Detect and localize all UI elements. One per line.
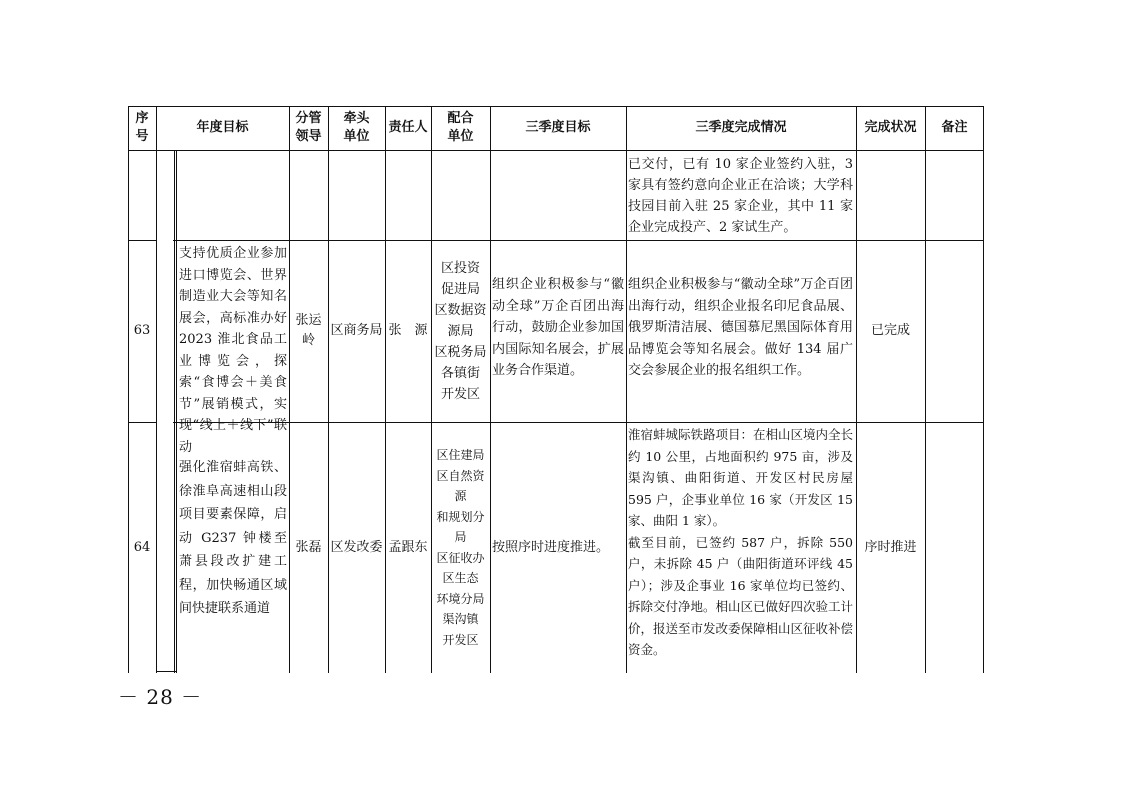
table-row-seq: 63 — [133, 323, 151, 338]
table-row-remark — [925, 240, 984, 422]
header-q3-status: 三季度完成情况 — [695, 120, 787, 135]
table-row-person: 张 源 — [388, 323, 428, 338]
table-row-leader: 张运 岭 — [295, 313, 322, 348]
table-row-coop-unit: 区投资 促进局 区数据资 源局 区税务局 各镇街 开发区 — [434, 260, 487, 402]
header-annual-goal: 年度目标 — [196, 120, 249, 135]
header-lead-unit: 牵头 单位 — [343, 111, 370, 144]
header-q3-goal: 三季度目标 — [525, 120, 591, 135]
header-completion: 完成状况 — [864, 120, 917, 135]
header-remark: 备注 — [941, 120, 968, 135]
table-row-leader: 张磊 — [295, 539, 322, 555]
header-responsible-person: 责任人 — [388, 120, 428, 135]
table-row-seq — [128, 150, 156, 240]
header-coop-unit: 配合 单位 — [447, 111, 474, 144]
table-row-lead-unit: 区发改委 — [330, 539, 383, 555]
table-row-q3-status: 组织企业积极参与“徽动全球”万企百团出海行动，组织企业报名印尼食品展、俄罗斯清洁展、德国慕尼黑国际体育用品博览会等知名展会。做好 134 届广交会参展企业的报名组织工作。 — [628, 277, 853, 378]
table-row-seq: 64 — [133, 539, 151, 555]
header-seq: 序 号 — [135, 111, 149, 144]
table-row-q3-status: 淮宿蚌城际铁路项目：在相山区境内全长约 10 公里，占地面积约 975 亩，涉及渠沟镇、曲阳街道、开发区村民房屋 595 户，企事业单位 16 家（开发区 15 家、曲阳 1 家）。 截至目前，已签约 587 户，拆除 550 户，未拆除 45 户（曲阳街道环评线 45 户）；涉及企事业 16 家单位均已签约、拆除交付净地。相山区已做好四次验工计价，报送至市发改委保障相山区征收补偿资金。 — [628, 427, 854, 657]
header-leader: 分管 领导 — [295, 111, 322, 144]
table-row-goal: 支持优质企业参加进口博览会、世界制造业大会等知名展会，高标准办好2023 淮北食品工业博览会，探索“食博会＋美食节”展销模式，实现“线上＋线下”联动 — [179, 246, 287, 455]
table-row-q3-status: 已交付，已有 10 家企业签约入驻，3 家具有签约意向企业正在洽谈；大学科技园目前入驻 25 家企业，其中 11 家企业完成投产、2 家试生产。 — [628, 157, 853, 235]
table-row-q3-goal: 按照序时进度推进。 — [492, 539, 610, 555]
table-row-remark — [925, 422, 984, 673]
progress-table — [128, 106, 984, 673]
table-row-goal: 强化淮宿蚌高铁、徐淮阜高速相山段项目要素保障，启动 G237 钟楼至萧县段改扩建工程，加快畅通区域间快捷联系通道 — [179, 460, 287, 616]
page-number: － 28 － — [118, 685, 203, 709]
table-row-q3-goal: 组织企业积极参与“徽动全球”万企百团出海行动，鼓励企业参加国内国际知名展会，扩展业务合作渠道。 — [492, 277, 624, 378]
table-row-completion: 序时推进 — [864, 539, 917, 555]
table-row-lead-unit: 区商务局 — [330, 323, 383, 338]
table-row-person: 孟跟东 — [388, 539, 428, 555]
table-row-goal — [176, 150, 289, 240]
table-row-coop-unit: 区住建局 区自然资源 和规划分局 区征收办 区生态 环境分局 渠沟镇 开发区 — [436, 448, 485, 647]
table-row-completion: 已完成 — [870, 323, 910, 338]
